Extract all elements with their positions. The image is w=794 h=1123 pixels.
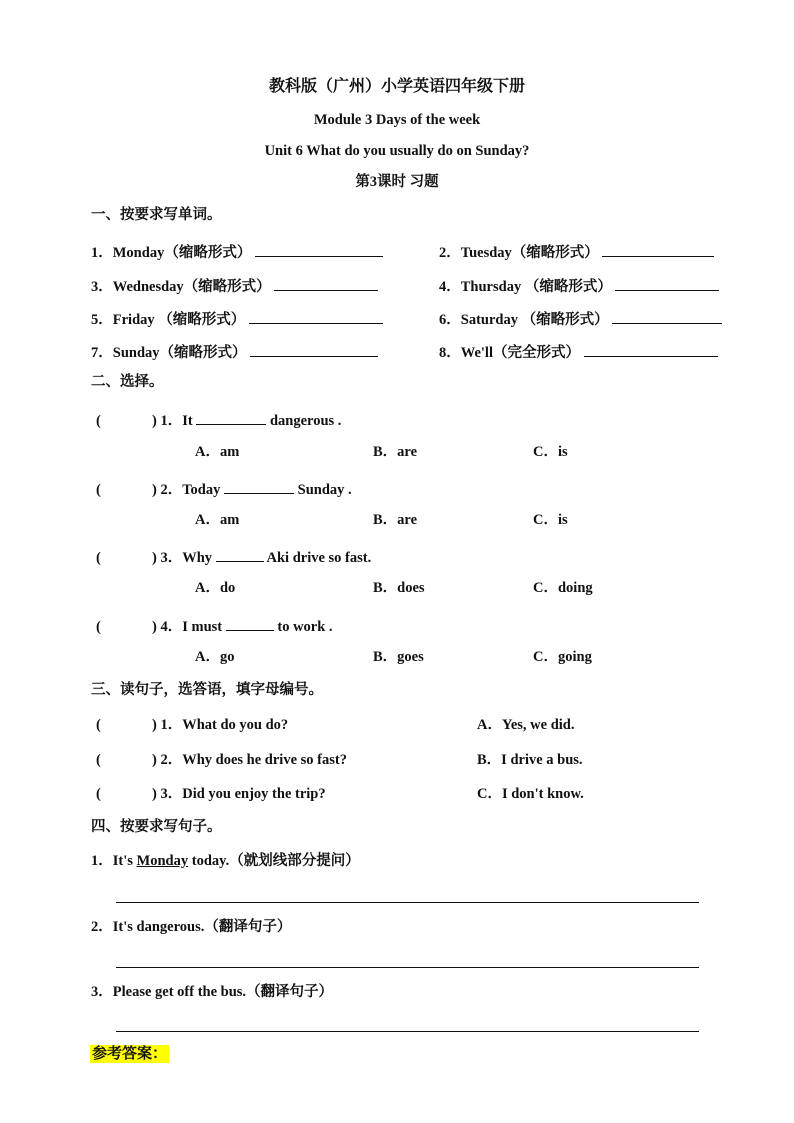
match-question: ( ) 1．What do you do? xyxy=(96,717,289,733)
option-b: B．does xyxy=(373,580,425,596)
section1-heading: 一、按要求写单词。 xyxy=(91,207,222,223)
unit-title: Unit 6 What do you usually do on Sunday? xyxy=(264,143,530,159)
sentence-item: 1．It's Monday today.（就划线部分提问） xyxy=(91,853,360,869)
word-item: 1．Monday（缩略形式） xyxy=(91,242,383,261)
section4-heading: 四、按要求写句子。 xyxy=(91,819,222,835)
option-c: C．going xyxy=(533,649,592,665)
answer-blank[interactable] xyxy=(216,547,264,562)
answer-blank[interactable] xyxy=(250,342,378,357)
answer-key-label: 参考答案： xyxy=(92,1046,168,1062)
answer-blank[interactable] xyxy=(224,479,294,494)
sentence-item: 2．It's dangerous.（翻译句子） xyxy=(91,919,292,935)
answer-paren[interactable]: ( xyxy=(96,482,101,498)
answer-blank[interactable] xyxy=(584,342,718,357)
choice-question: ( ) 4．I must to work . xyxy=(96,616,333,635)
answer-blank[interactable] xyxy=(249,309,383,324)
word-item: 6．Saturday （缩略形式） xyxy=(439,309,722,328)
match-answer: B．I drive a bus. xyxy=(477,752,583,768)
option-b: B．are xyxy=(373,444,418,460)
option-b: B．are xyxy=(373,512,418,528)
match-question: ( ) 2．Why does he drive so fast? xyxy=(96,752,347,768)
word-item: 8．We'll（完全形式） xyxy=(439,342,718,361)
match-question: ( ) 3．Did you enjoy the trip? xyxy=(96,786,326,802)
underlined-word: Monday xyxy=(136,853,189,869)
option-a: A．go xyxy=(195,649,235,665)
choice-question: ( ) 3．Why Aki drive so fast. xyxy=(96,547,371,566)
option-c: C．doing xyxy=(533,580,593,596)
page-title: 教科版（广州）小学英语四年级下册 xyxy=(268,78,525,95)
word-item: 7．Sunday（缩略形式） xyxy=(91,342,378,361)
answer-paren[interactable]: ( xyxy=(96,786,101,802)
answer-blank[interactable] xyxy=(615,276,719,291)
answer-paren[interactable]: ( xyxy=(96,550,101,566)
match-answer: A．Yes, we did. xyxy=(477,717,575,733)
answer-line[interactable] xyxy=(116,1031,699,1032)
sentence-item: 3．Please get off the bus.（翻译句子） xyxy=(91,984,334,1000)
option-a: A．am xyxy=(195,444,240,460)
answer-paren[interactable]: ( xyxy=(96,619,101,635)
option-c: C．is xyxy=(533,512,568,528)
word-item: 3．Wednesday（缩略形式） xyxy=(91,276,378,295)
word-item: 4．Thursday （缩略形式） xyxy=(439,276,719,295)
answer-blank[interactable] xyxy=(255,242,383,257)
answer-blank[interactable] xyxy=(226,616,274,631)
answer-blank[interactable] xyxy=(602,242,714,257)
answer-line[interactable] xyxy=(116,967,699,968)
answer-blank[interactable] xyxy=(612,309,722,324)
word-item: 2．Tuesday（缩略形式） xyxy=(439,242,714,261)
option-a: A．do xyxy=(195,580,236,596)
answer-paren[interactable]: ( xyxy=(96,752,101,768)
choice-question: ( ) 1．It dangerous . xyxy=(96,410,341,429)
module-title: Module 3 Days of the week xyxy=(313,112,481,128)
option-a: A．am xyxy=(195,512,240,528)
match-answer: C．I don't know. xyxy=(477,786,584,802)
option-c: C．is xyxy=(533,444,568,460)
answer-blank[interactable] xyxy=(196,410,266,425)
answer-paren[interactable]: ( xyxy=(96,413,101,429)
answer-paren[interactable]: ( xyxy=(96,717,101,733)
word-item: 5．Friday （缩略形式） xyxy=(91,309,383,328)
lesson-title: 第3课时 习题 xyxy=(355,174,439,190)
choice-question: ( ) 2．Today Sunday . xyxy=(96,479,352,498)
option-b: B．goes xyxy=(373,649,424,665)
section3-heading: 三、读句子，选答语，填字母编号。 xyxy=(91,682,323,698)
section2-heading: 二、选择。 xyxy=(91,374,164,390)
answer-line[interactable] xyxy=(116,902,699,903)
answer-blank[interactable] xyxy=(274,276,378,291)
